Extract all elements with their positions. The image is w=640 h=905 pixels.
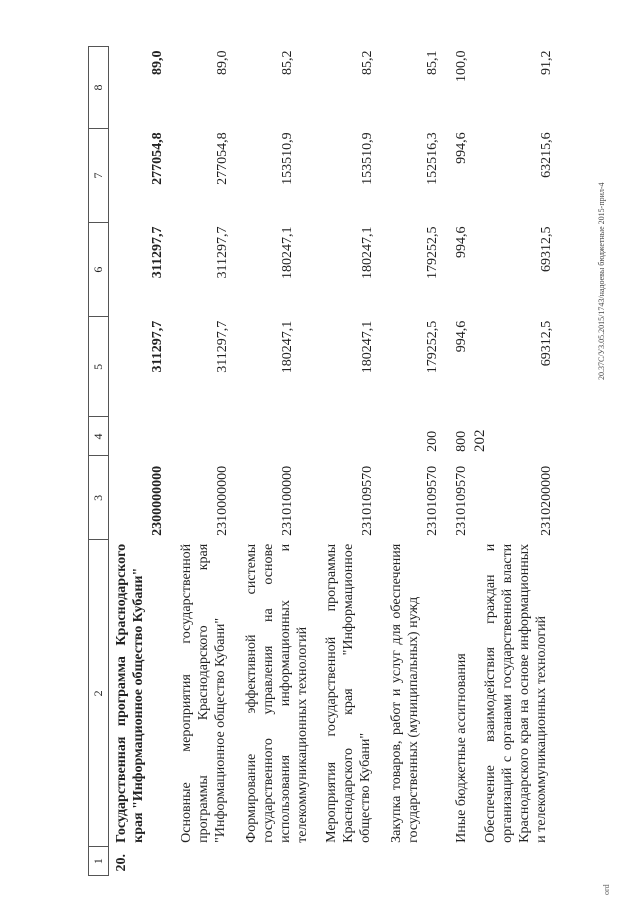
row-value-7: 153510,9 (280, 132, 295, 185)
row-value-7: 152516,3 (425, 132, 440, 185)
row-value-6: 994,6 (454, 226, 469, 259)
row-code: 2310000000 (215, 465, 230, 536)
row-number (384, 847, 449, 876)
row-value-8: 100,0 (454, 50, 469, 82)
table-row (174, 47, 239, 876)
row-value-6: 179252,5 (425, 226, 440, 280)
header-cell: 5 (89, 317, 109, 417)
header-cell: 1 (89, 847, 109, 876)
page-number: 202 (472, 429, 488, 452)
table-header-row (89, 47, 109, 876)
header-cell: 4 (89, 417, 109, 456)
row-value-7: 994,6 (454, 132, 469, 164)
header-cell: 3 (89, 456, 109, 540)
row-code: 2310109570 (425, 465, 440, 536)
table-row (319, 47, 384, 876)
row-name: Государственная программа Краснодарского края "Информационное общество Кубани" (114, 543, 146, 843)
row-value-8: 85,2 (280, 50, 295, 75)
table-row (449, 47, 478, 876)
row-value-7: 277054,8 (215, 132, 230, 185)
row-code: 2310100000 (280, 465, 295, 536)
row-value-6: 69312,5 (539, 226, 554, 273)
corner-mark: ord (602, 884, 611, 895)
row-name: Формирование эффективной системы государственного управления на основе использования информационных и телекоммуникационных технологий (244, 543, 310, 843)
table-row (239, 47, 319, 876)
header-cell: 6 (89, 223, 109, 317)
row-value-8: 85,2 (360, 50, 375, 75)
row-value-8: 91,2 (539, 50, 554, 75)
row-code: 2310109570 (360, 465, 375, 536)
row-group: 800 (454, 430, 469, 452)
row-value-6: 311297,7 (215, 226, 230, 279)
row-value-5: 69312,5 (539, 320, 554, 367)
row-name: Закупка товаров, работ и услуг для обеспечения государственных (муниципальных) нужд (389, 543, 421, 843)
table-row (109, 47, 175, 876)
row-number: 20. (114, 854, 129, 872)
row-value-7: 153510,9 (360, 132, 375, 185)
row-code: 2300000000 (150, 465, 165, 536)
header-cell: 7 (89, 128, 109, 222)
row-value-6: 311297,7 (150, 226, 165, 279)
row-value-5: 994,6 (454, 320, 469, 353)
row-group (109, 417, 175, 456)
row-number (174, 847, 239, 876)
row-value-5: 311297,7 (215, 320, 230, 373)
budget-table (88, 46, 563, 876)
row-group (478, 417, 563, 456)
row-value-5: 180247,1 (360, 320, 375, 374)
row-name: Основные мероприятия государственной программы Краснодарского края "Информационное общество Кубани" (179, 543, 228, 843)
row-name: Иные бюджетные ассигнования (454, 653, 469, 843)
row-value-7: 277054,8 (150, 132, 165, 185)
table-row (478, 47, 563, 876)
row-name: Обеспечение взаимодействия граждан и организаций с органами государственной власти Краснодарского края на основе информационных и телекоммуникационных технологий (483, 543, 549, 843)
header-cell: 2 (89, 540, 109, 847)
row-code: 2310109570 (454, 465, 469, 536)
header-cell: 8 (89, 47, 109, 129)
row-number (478, 847, 563, 876)
row-number (319, 847, 384, 876)
footer-text: 20.37С/УЗ.05.2015/1743/надоевы бюджетные 2015-прил-4 (597, 182, 606, 380)
row-value-8: 89,0 (215, 50, 230, 75)
row-group (174, 417, 239, 456)
row-group: 200 (425, 430, 440, 452)
row-name: Мероприятия государственной программы Краснодарского края "Информационное общество Кубани" (324, 543, 373, 843)
row-number (449, 847, 478, 876)
row-value-7: 63215,6 (539, 132, 554, 178)
row-number (239, 847, 319, 876)
row-value-5: 180247,1 (280, 320, 295, 374)
budget-table-rotated (88, 46, 588, 876)
row-value-5: 179252,5 (425, 320, 440, 374)
row-group (319, 417, 384, 456)
row-value-6: 180247,1 (280, 226, 295, 280)
row-value-5: 311297,7 (150, 320, 165, 373)
row-value-8: 89,0 (150, 50, 165, 75)
table-row (384, 47, 449, 876)
row-code: 2310200000 (539, 465, 554, 536)
row-group (239, 417, 319, 456)
row-value-6: 180247,1 (360, 226, 375, 280)
row-value-8: 85,1 (425, 50, 440, 75)
